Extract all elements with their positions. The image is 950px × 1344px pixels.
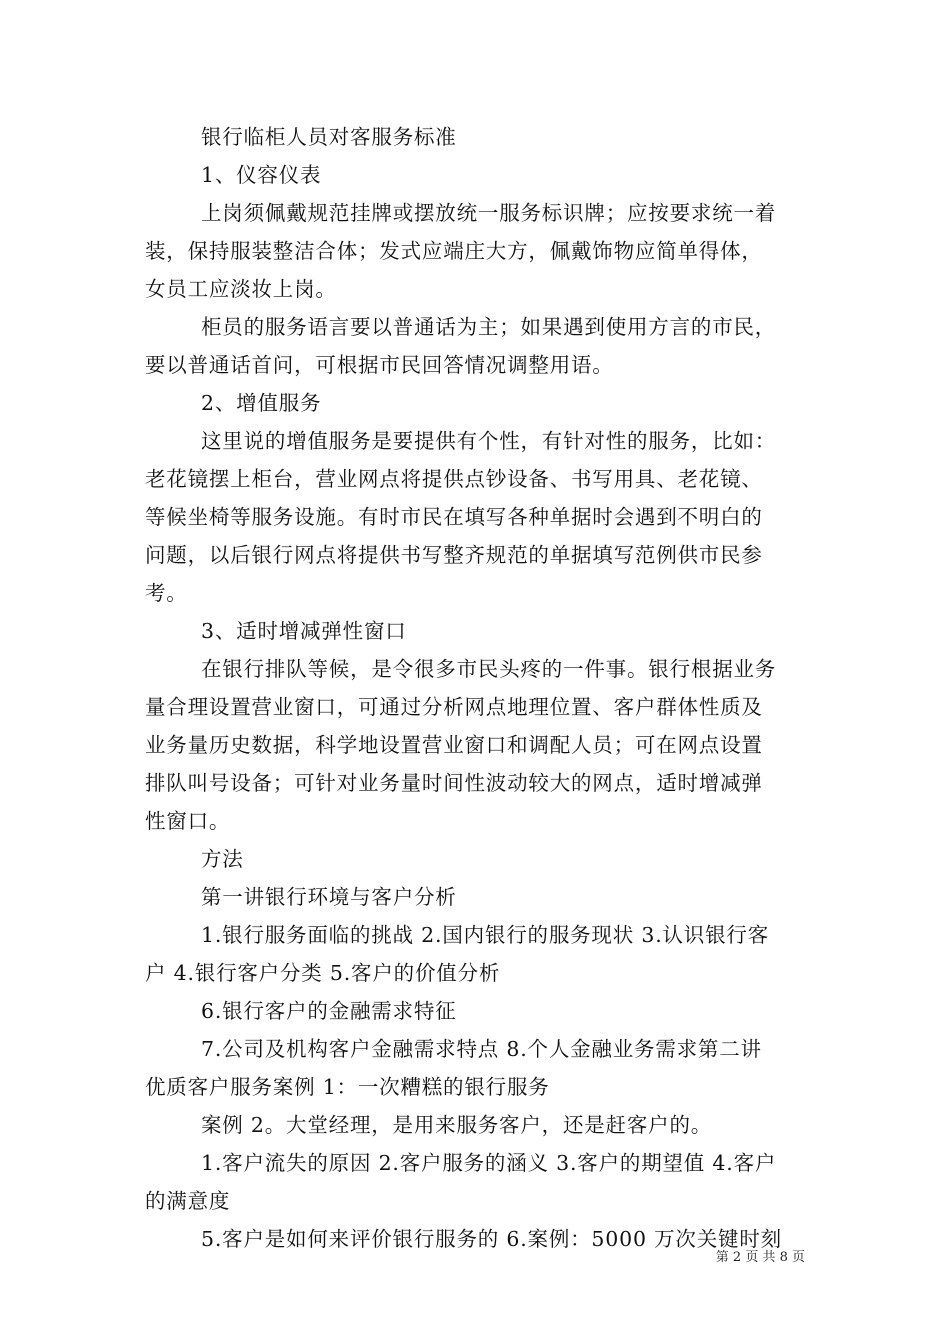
text-line: 这里说的增值服务是要提供有个性，有针对性的服务，比如： [201, 429, 777, 453]
text-line: 考。 [145, 581, 188, 605]
text-line: 7.公司及机构客户金融需求特点 8.个人金融业务需求第二讲 [201, 1037, 762, 1061]
text-line: 第一讲银行环境与客户分析 [201, 885, 457, 909]
text-line: 案例 2。大堂经理，是用来服务客户，还是赶客户的。 [201, 1113, 713, 1137]
text-line: 户 4.银行客户分类 5.客户的价值分析 [145, 961, 501, 985]
text-line: 的满意度 [145, 1189, 231, 1213]
document-body [145, 118, 810, 1258]
text-line: 要以普通话首问，可根据市民回答情况调整用语。 [145, 353, 614, 377]
text-line: 性窗口。 [145, 809, 231, 833]
text-line: 女员工应淡妆上岗。 [145, 277, 337, 301]
text-line: 银行临柜人员对客服务标准 [201, 125, 457, 149]
text-line: 老花镜摆上柜台，营业网点将提供点钞设备、书写用具、老花镜、 [145, 467, 763, 491]
text-line: 2、增值服务 [201, 391, 322, 415]
text-line: 1.客户流失的原因 2.客户服务的涵义 3.客户的期望值 4.客户 [201, 1151, 777, 1175]
text-line: 方法 [201, 847, 244, 871]
text-line: 等候坐椅等服务设施。有时市民在填写各种单据时会遇到不明白的 [145, 505, 763, 529]
text-line: 5.客户是如何来评价银行服务的 6.案例：5000 万次关键时刻 [201, 1227, 782, 1251]
text-line: 1.银行服务面临的挑战 2.国内银行的服务现状 3.认识银行客 [201, 923, 770, 947]
page-number [716, 1246, 805, 1265]
text-line: 排队叫号设备；可针对业务量时间性波动较大的网点，适时增减弹 [145, 771, 763, 795]
text-line: 柜员的服务语言要以普通话为主；如果遇到使用方言的市民， [201, 315, 777, 339]
text-line: 业务量历史数据，科学地设置营业窗口和调配人员；可在网点设置 [145, 733, 763, 757]
text-line: 优质客户服务案例 1：一次糟糕的银行服务 [145, 1075, 550, 1099]
text-line: 装，保持服装整洁合体；发式应端庄大方，佩戴饰物应简单得体， [145, 239, 763, 263]
text-line: 量合理设置营业窗口，可通过分析网点地理位置、客户群体性质及 [145, 695, 763, 719]
text-line: 3、适时增减弹性窗口 [201, 619, 407, 643]
text-line: 上岗须佩戴规范挂牌或摆放统一服务标识牌；应按要求统一着 [201, 201, 777, 225]
text-line: 问题，以后银行网点将提供书写整齐规范的单据填写范例供市民参 [145, 543, 763, 567]
text-line: 6.银行客户的金融需求特征 [201, 999, 457, 1023]
text-line: 在银行排队等候，是令很多市民头疼的一件事。银行根据业务 [201, 657, 777, 681]
page-number-label: 第 2 页 共 8 页 [715, 1250, 805, 1265]
text-line: 1、仪容仪表 [201, 163, 322, 187]
